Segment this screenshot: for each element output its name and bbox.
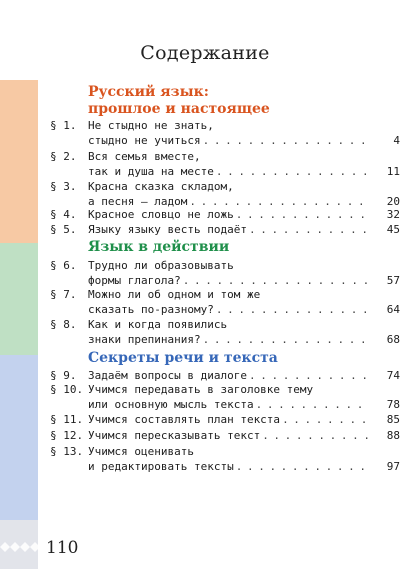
paragraph-number: § 3. (50, 180, 77, 193)
entry-title-line: так и душа на месте (88, 165, 214, 178)
toc-entry-12[interactable] (50, 428, 400, 443)
paragraph-number: § 1. (50, 119, 77, 132)
entry-title-line: Вся семья вместе, (88, 150, 201, 163)
toc-entry-6[interactable] (50, 258, 400, 288)
section-heading-line: прошлое и настоящее (88, 101, 270, 117)
corner-ornament-icon (0, 536, 38, 558)
toc-entry-4[interactable] (50, 207, 400, 222)
entry-title-line: Как и когда появились (88, 318, 228, 331)
section-heading-line: Язык в действии (88, 239, 230, 255)
dot-leader (203, 332, 370, 347)
entry-title-line: Учимся оценивать (88, 445, 194, 458)
entry-title-line: сказать по-разному? (88, 303, 214, 316)
entry-page-number: 85 (386, 413, 400, 426)
entry-page-number: 68 (386, 333, 400, 346)
entry-title-line: Трудно ли образовывать (88, 259, 234, 272)
entry-page-number: 11 (386, 165, 400, 178)
toc-entry-8[interactable] (50, 317, 400, 347)
page-number: 110 (46, 538, 79, 558)
entry-page-number: 64 (386, 303, 400, 316)
paragraph-number: § 4. (50, 208, 77, 221)
entry-title-line: знаки препинания? (88, 333, 201, 346)
entry-title-line: стыдно не учиться (88, 134, 201, 147)
dot-leader (262, 428, 370, 443)
entry-title-line: а песня — ладом (88, 195, 188, 208)
entry-title-line: и редактировать тексты (88, 460, 234, 473)
dot-leader (216, 164, 370, 179)
entry-title-line: или основную мысль текста (88, 398, 254, 411)
entry-title-line: Можно ли об одном и том же (88, 288, 261, 301)
dot-leader (203, 133, 370, 148)
dot-leader (236, 207, 370, 222)
entry-title-line: Задаём вопросы в диалоге (88, 369, 247, 382)
entry-page-number: 20 (386, 195, 400, 208)
section-heading-speech-and-text (88, 350, 278, 367)
entry-page-number: 97 (386, 460, 400, 473)
entry-page-number: 32 (386, 208, 400, 221)
entry-title-line: Учимся пересказывать текст (88, 429, 261, 442)
toc-entry-9[interactable] (50, 368, 400, 383)
section-heading-line: Секреты речи и текста (88, 350, 278, 366)
entry-title-line: Учимся составлять план текста (88, 413, 281, 426)
toc-entry-13[interactable] (50, 444, 400, 474)
toc-entry-10[interactable] (50, 382, 400, 412)
dot-leader (249, 222, 370, 237)
paragraph-number: § 13. (50, 445, 84, 458)
paragraph-number: § 7. (50, 288, 77, 301)
entry-title-line: Красное словцо не ложь (88, 208, 234, 221)
toc-entry-2[interactable] (50, 149, 400, 179)
entry-title-line: формы глагола? (88, 274, 181, 287)
paragraph-number: § 12. (50, 429, 84, 442)
entry-page-number: 57 (386, 274, 400, 287)
section-heading-language-in-action (88, 239, 229, 256)
paragraph-number: § 6. (50, 259, 77, 272)
dot-leader (282, 412, 370, 427)
dot-leader (216, 302, 370, 317)
toc-entry-7[interactable] (50, 287, 400, 317)
section-color-strip-blue (0, 355, 38, 520)
paragraph-number: § 10. (50, 383, 84, 396)
entry-page-number: 45 (386, 223, 400, 236)
entry-page-number: 88 (386, 429, 400, 442)
entry-title-line: Учимся передавать в заголовке тему (88, 383, 314, 396)
paragraph-number: § 11. (50, 413, 84, 426)
dot-leader (183, 273, 370, 288)
entry-title-line: Не стыдно не знать, (88, 119, 214, 132)
dot-leader (249, 368, 370, 383)
entry-title-line: Красна сказка складом, (88, 180, 234, 193)
dot-leader (236, 459, 370, 474)
section-color-strip-green (0, 243, 38, 355)
paragraph-number: § 2. (50, 150, 77, 163)
entry-page-number: 4 (393, 134, 400, 147)
entry-title-line: Языку языку весть подаёт (88, 223, 247, 236)
paragraph-number: § 9. (50, 369, 77, 382)
paragraph-number: § 5. (50, 223, 77, 236)
paragraph-number: § 8. (50, 318, 77, 331)
toc-entry-1[interactable] (50, 118, 400, 148)
toc-entry-3[interactable] (50, 179, 400, 209)
dot-leader (256, 397, 370, 412)
section-heading-line: Русский язык: (88, 84, 209, 100)
page-title: Содержание (140, 42, 270, 64)
toc-entry-11[interactable] (50, 412, 400, 427)
section-color-strip-orange (0, 80, 38, 243)
toc-entry-5[interactable] (50, 222, 400, 237)
entry-page-number: 78 (386, 398, 400, 411)
section-heading-russian-language (88, 84, 270, 118)
entry-page-number: 74 (386, 369, 400, 382)
